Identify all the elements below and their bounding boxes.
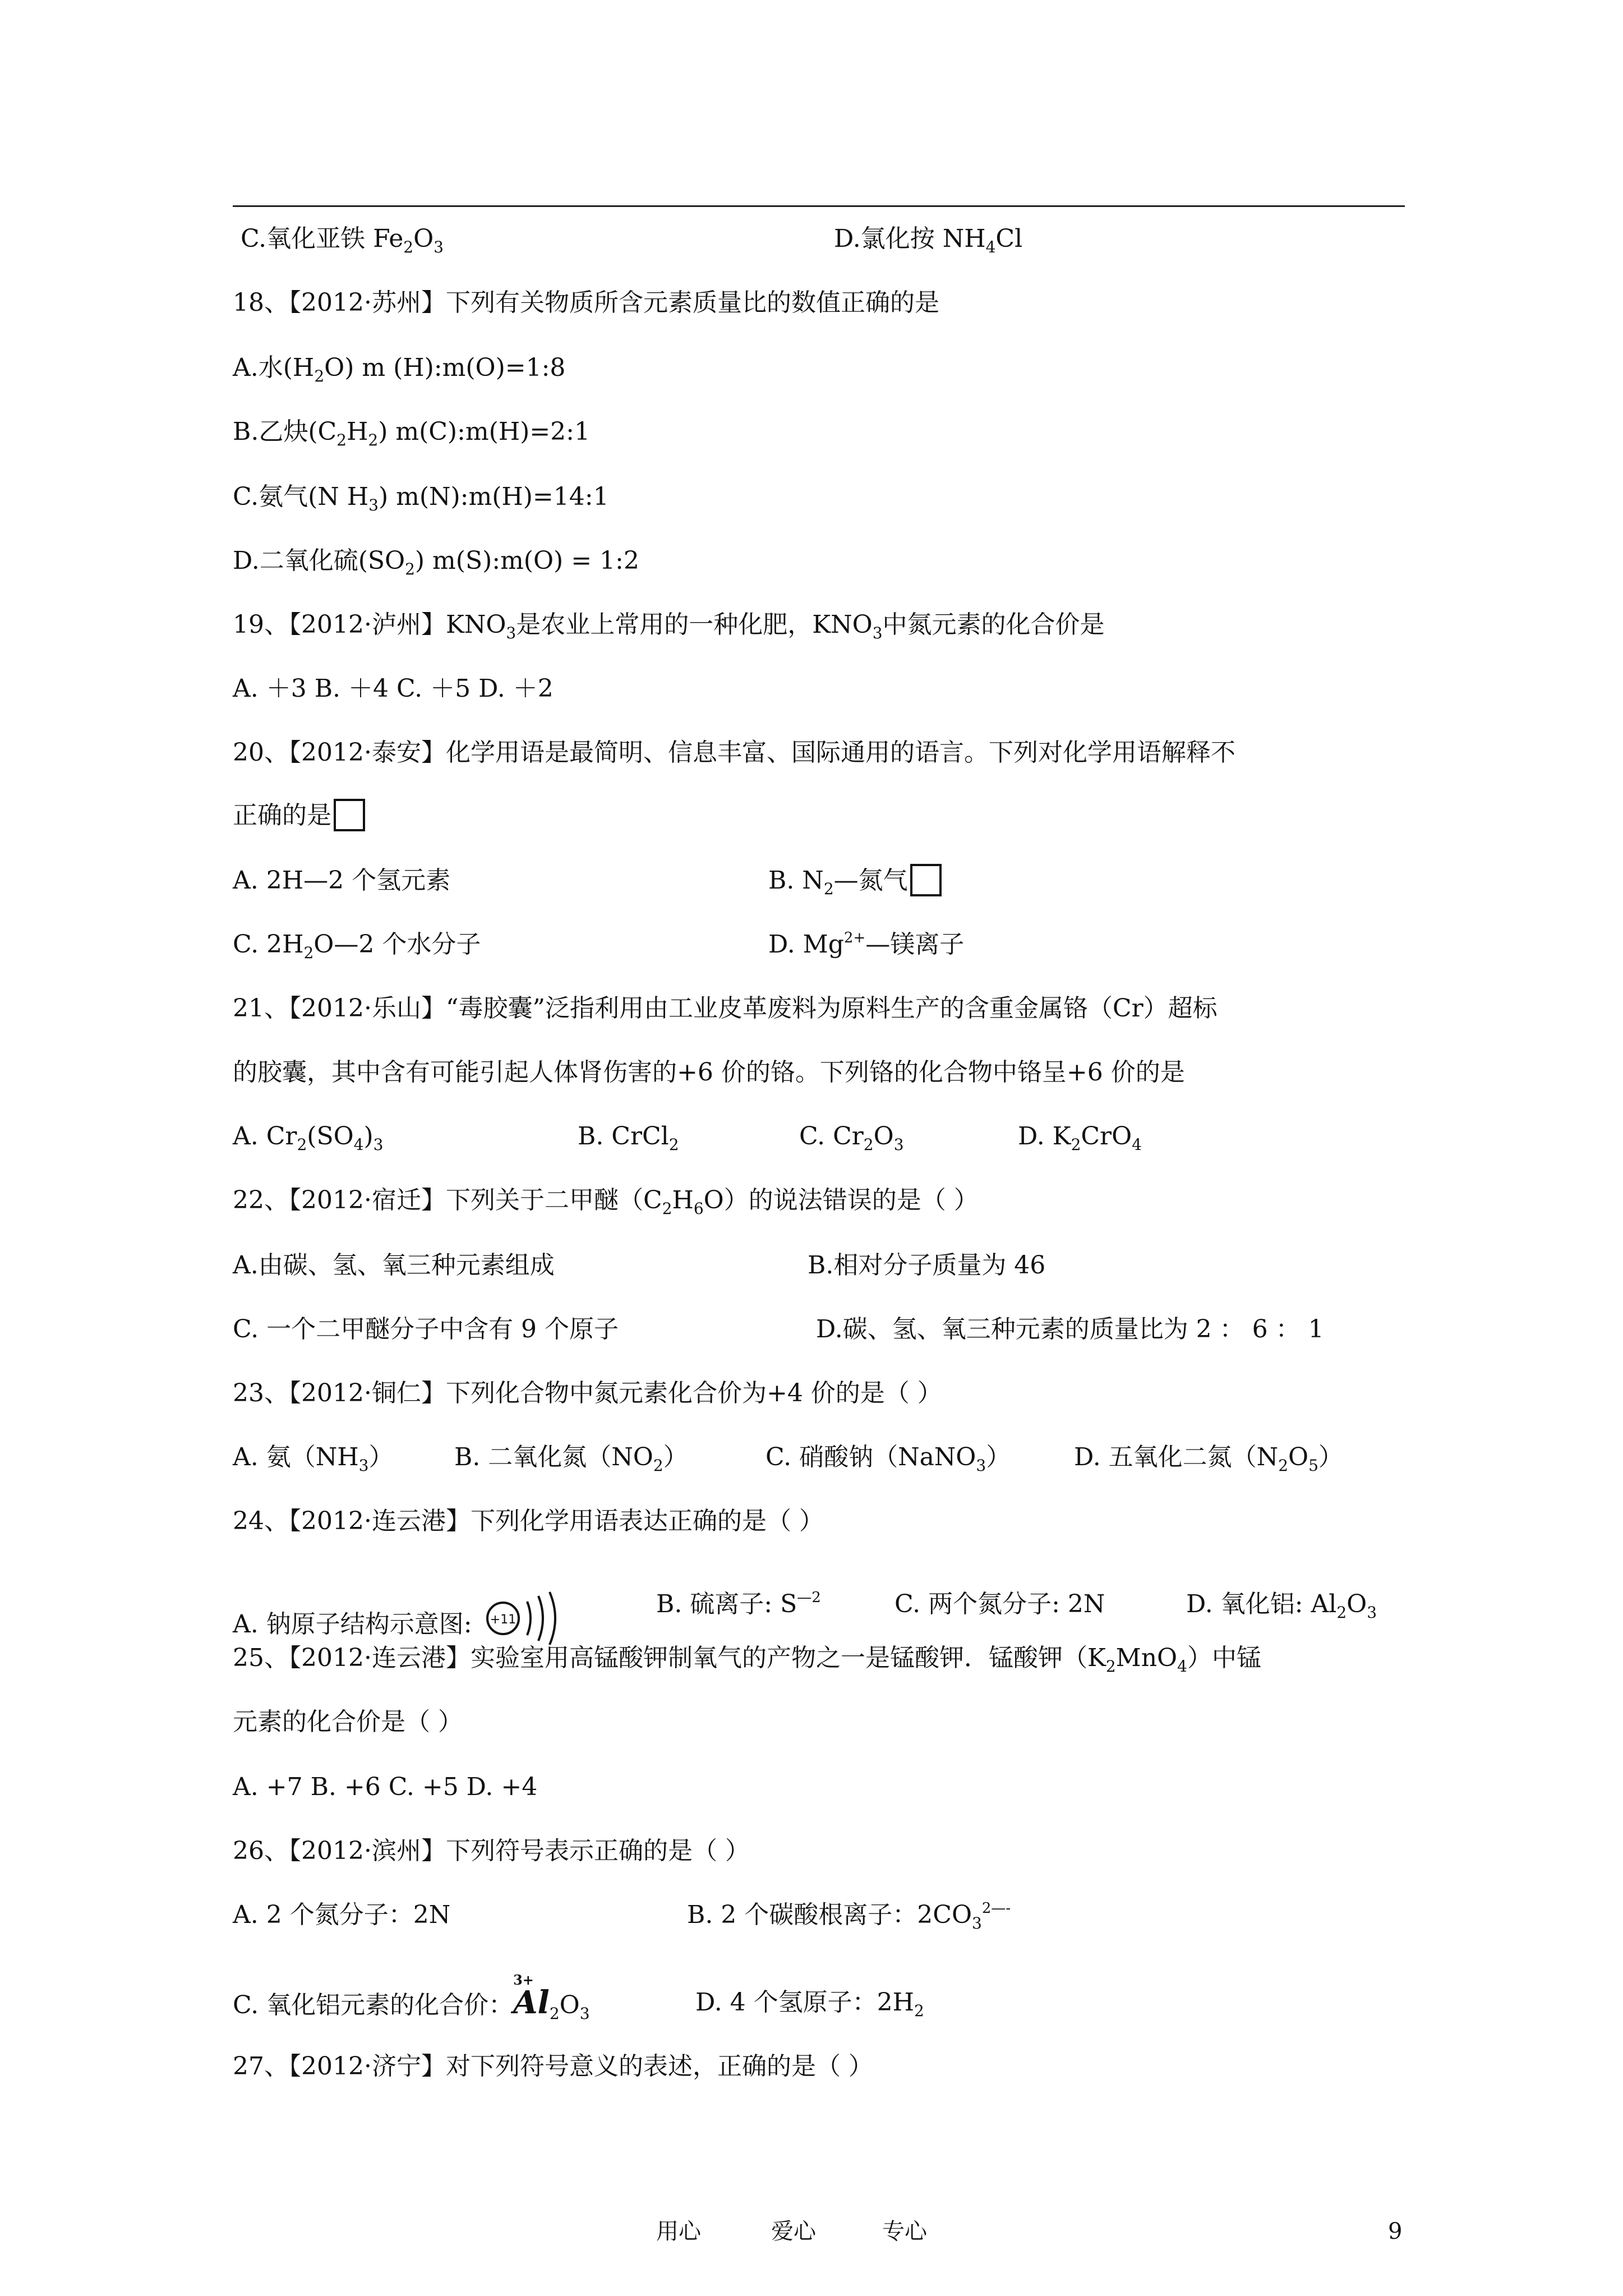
q20-option-a: A. 2H—2 个氢元素: [233, 866, 451, 895]
aluminum-valence-symbol: 3+ Al: [513, 1972, 550, 2021]
q18-option-c: C.氨气(N $H_3$) m(N):m(H)=14:1: [233, 482, 609, 514]
q26-option-b: B. 2 个碳酸根离子：$2CO_3^{2—-}$: [687, 1900, 1011, 1932]
blank-box: [334, 799, 365, 831]
q18-stem: 18、【2012·苏州】下列有关物质所含元素质量比的数值正确的是: [233, 288, 939, 317]
q21-option-b: B. CrCl$_2$: [578, 1122, 679, 1154]
q26-option-d: D. 4 个氢原子：$2H_2$: [695, 1988, 924, 2020]
q20-option-c: C. $2H_2O—2$ 个水分子: [233, 930, 481, 962]
q23-stem: 23、【2012·铜仁】下列化合物中氮元素化合价为+4 价的是（ ）: [233, 1379, 942, 1407]
option-c: C.氧化亚铁 $Fe_2O_3$: [241, 224, 444, 256]
footer-right: 专心: [882, 2219, 927, 2244]
q24-stem: 24、【2012·连云港】下列化学用语表达正确的是（ ）: [233, 1507, 824, 1535]
q27-stem: 27、【2012·济宁】对下列符号意义的表述，正确的是（ ）: [233, 2052, 873, 2081]
q20-option-d: D. $Mg^{2+}—$镁离子: [768, 930, 965, 959]
q20-stem-line2: 正确的是: [233, 799, 365, 832]
q23-option-d: D. 五氧化二氮$(N_2O_5)$: [1074, 1443, 1343, 1475]
blank-box: [910, 864, 942, 896]
q21-option-c: C. $Cr_2O_3$: [799, 1122, 904, 1154]
option-d: D.氯化按 $NH_4Cl$: [834, 224, 1023, 256]
q25-stem-line1: 25、【2012·连云港】实验室用高锰酸钾制氧气的产物之一是锰酸钾．锰酸钾$(K_2MnO_4)$中锰: [233, 1644, 1261, 1676]
q23-option-a: A. 氨$(NH_3)$: [233, 1443, 394, 1475]
q24-option-a: A. 钠原子结构示意图: +11: [233, 1588, 568, 1649]
q21-option-a: A. $Cr_2(SO_4)_3$: [233, 1122, 384, 1154]
q23-option-b: B. 二氧化氮$(NO_2)$: [454, 1443, 688, 1475]
atom-nucleus-label: +11: [490, 1613, 516, 1627]
q21-stem-line2: 的胶囊，其中含有可能引起人体肾伤害的+6 价的铬。下列铬的化合物中铬呈+6 价的是: [233, 1058, 1185, 1087]
q25-options: A. +7 B. +6 C. +5 D. +4: [233, 1773, 538, 1801]
q19-options: A. ＋3 B. ＋4 C. ＋5 D. ＋2: [233, 674, 554, 703]
header-rule: [233, 205, 1405, 207]
q20-option-b: B. $N_2—$氮气: [768, 864, 942, 898]
q21-stem-line1: 21、【2012·乐山】“毒胶囊”泛指利用由工业皮革废料为原料生产的含重金属铬（Cr）超标: [233, 994, 1218, 1023]
q23-option-c: C. 硝酸钠（NaNO$_3$）: [766, 1443, 1011, 1475]
q18-option-a: A.水$(H_2O)$ m (H):m(O)=1:8: [233, 353, 566, 385]
q20-stem-line1: 20、【2012·泰安】化学用语是最简明、信息丰富、国际通用的语言。下列对化学用语解释不: [233, 738, 1235, 767]
q18-option-b: B.乙炔$(C_2H_2)$ m(C):m(H)=2:1: [233, 417, 590, 449]
q26-stem: 26、【2012·滨州】下列符号表示正确的是（ ）: [233, 1837, 750, 1865]
page-number: 9: [1388, 2219, 1403, 2244]
sodium-atom-diagram-icon: [483, 1588, 568, 1649]
q22-stem: 22、【2012·宿迁】下列关于二甲醚$(C_2H_6O)$的说法错误的是（ ）: [233, 1186, 979, 1218]
footer-mid: 爱心: [771, 2219, 816, 2244]
q22-option-b: B.相对分子质量为 46: [808, 1251, 1046, 1280]
q22-option-d: D.碳、氢、氧三种元素的质量比为 2 ： 6 ： 1: [816, 1315, 1324, 1343]
q18-option-d: D.二氧化硫$(SO_2)$ m(S):m(O) = 1:2: [233, 546, 639, 578]
q22-option-a: A.由碳、氢、氧三种元素组成: [233, 1251, 555, 1280]
q22-option-c: C. 一个二甲醚分子中含有 9 个原子: [233, 1315, 619, 1343]
q21-option-d: D. $K_2CrO_4$: [1018, 1122, 1142, 1154]
q26-option-c: C. 氧化铝元素的化合价： 3+ $Al_2O_3$: [233, 1972, 590, 2023]
footer-left: 用心: [656, 2219, 701, 2244]
q26-option-a: A. 2 个氮分子：2N: [233, 1901, 451, 1929]
q25-stem-line2: 元素的化合价是（ ）: [233, 1708, 463, 1736]
q24-option-d: D. 氧化铝: $Al_2O_3$: [1186, 1590, 1377, 1622]
q19-stem: 19、【2012·泸州】$KNO_3$是农业上常用的一种化肥，$KNO_3$中氮元素的化合价是: [233, 610, 1105, 642]
q24-option-c: C. 两个氮分子: 2N: [895, 1590, 1105, 1618]
q24-option-b: B. 硫离子: $S^{—2}$: [656, 1589, 821, 1618]
